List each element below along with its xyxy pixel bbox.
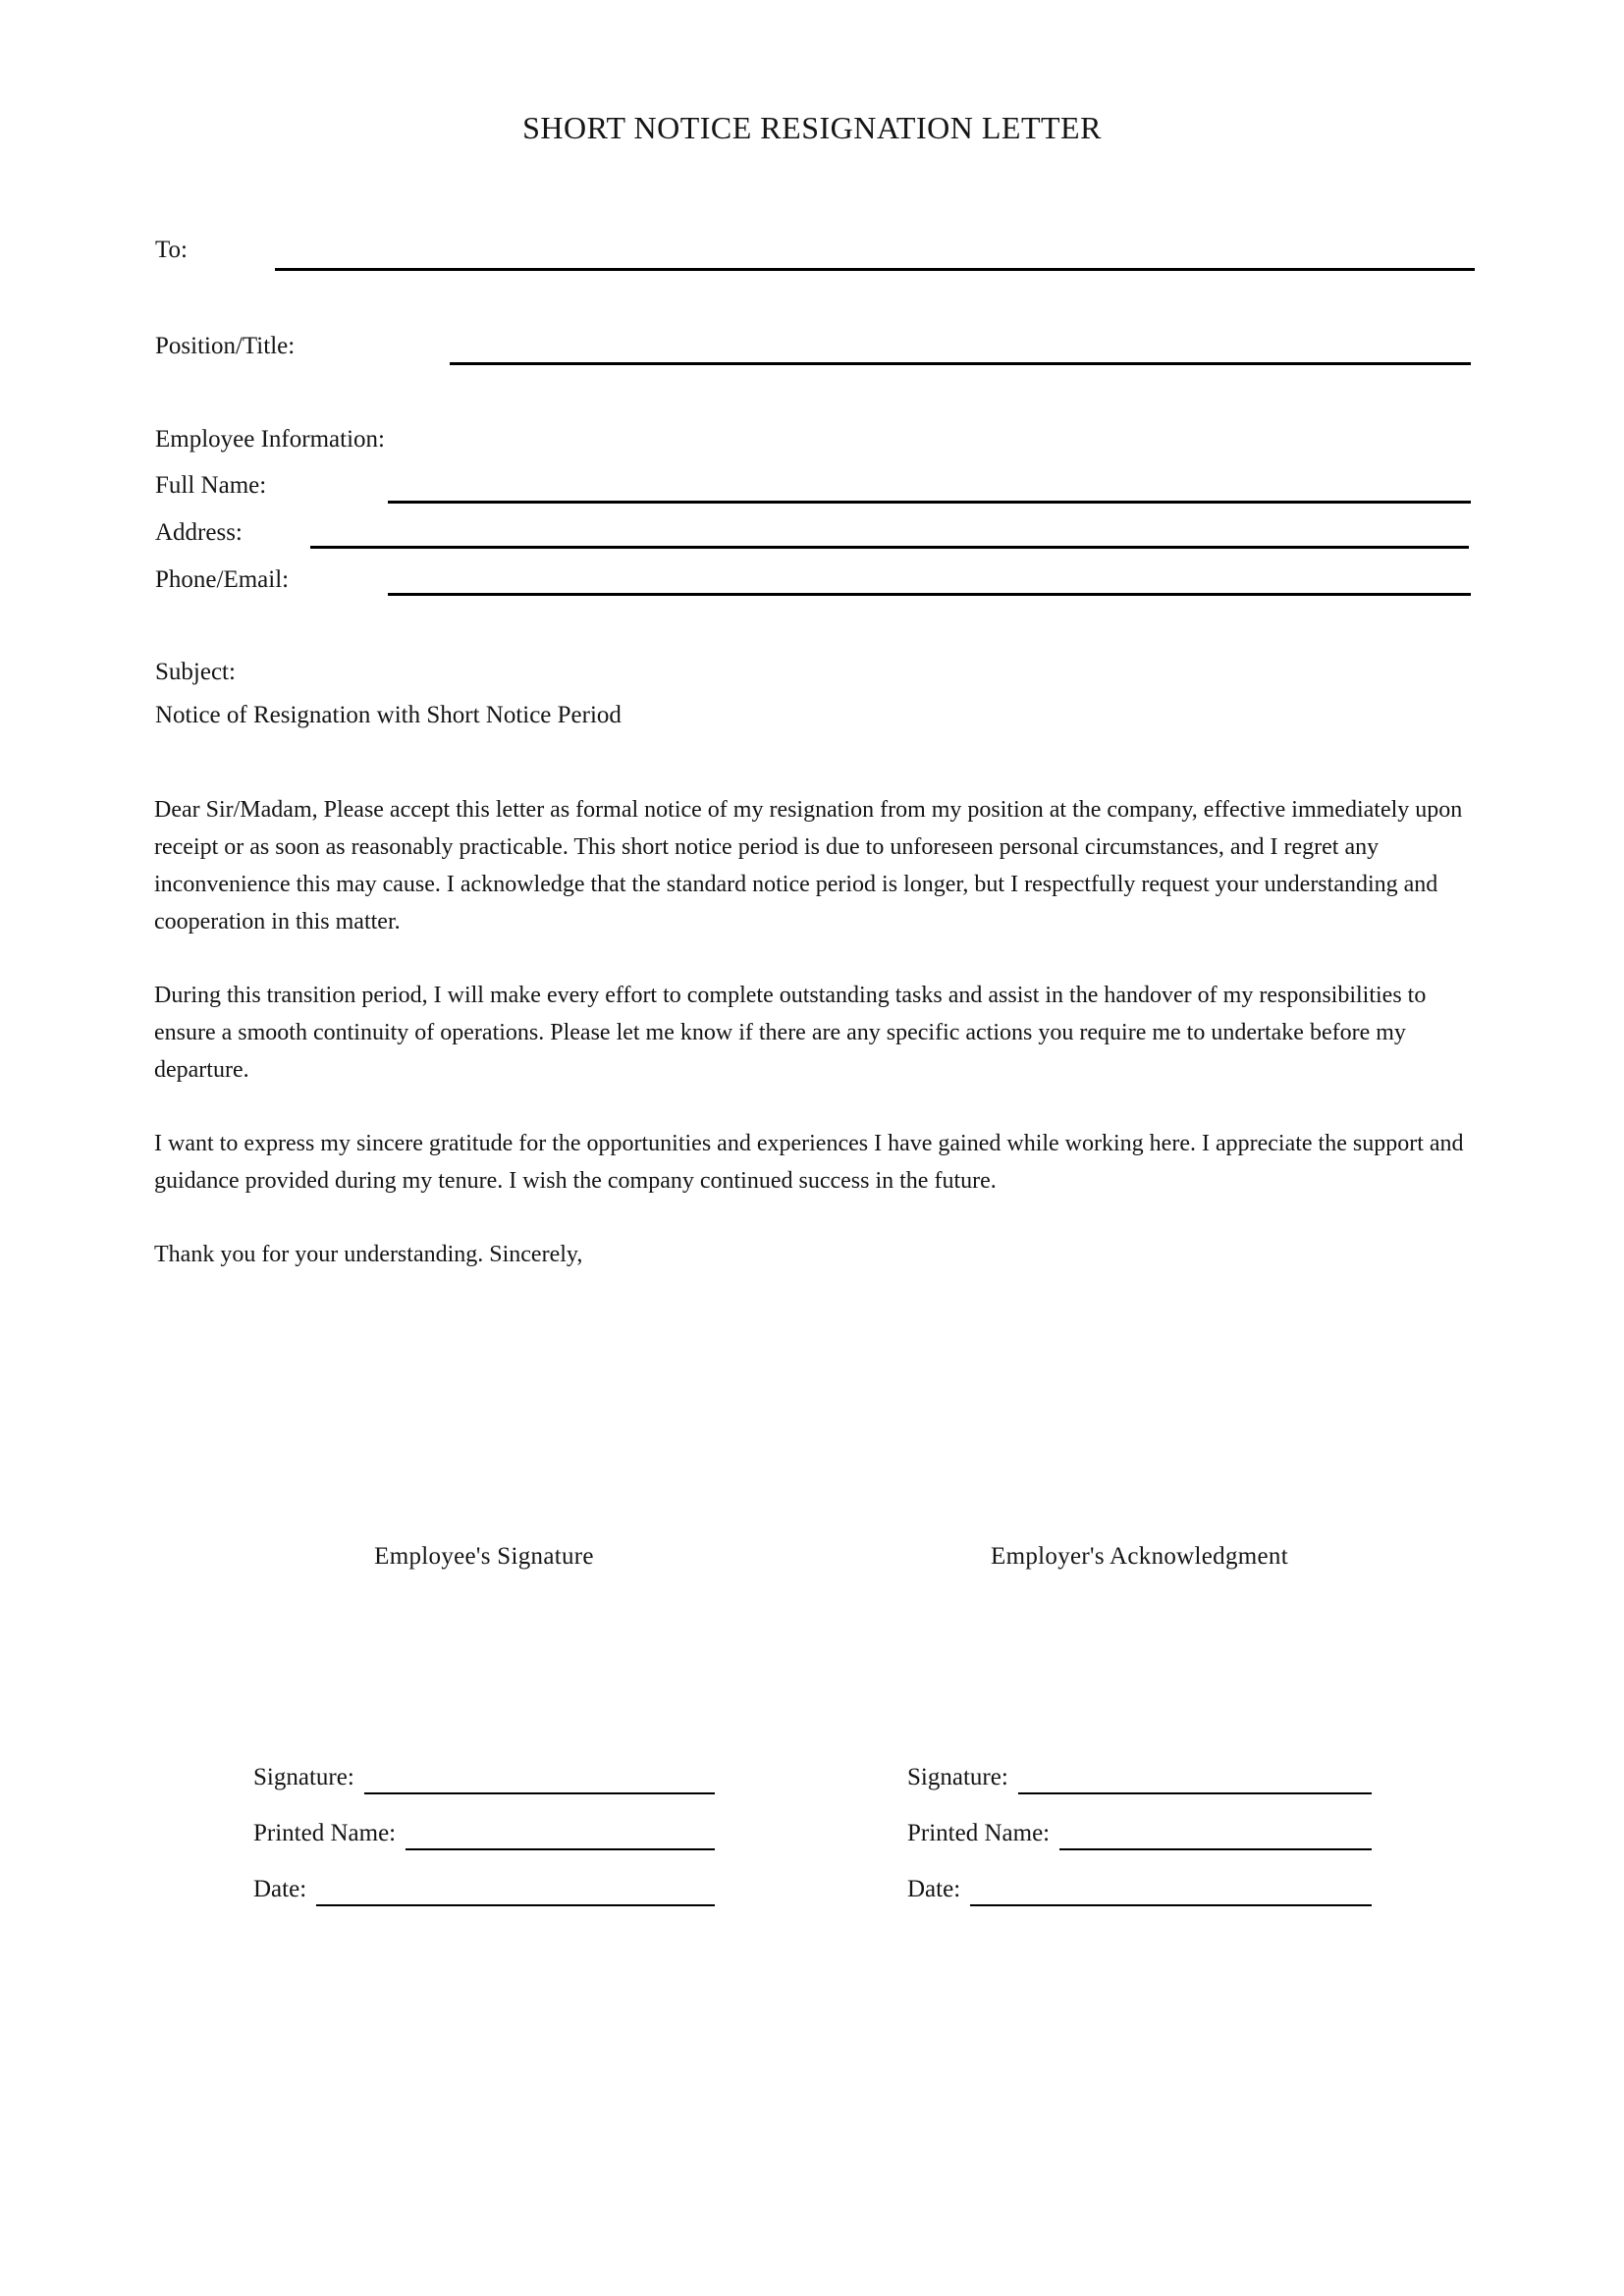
employee-information-heading: Employee Information: xyxy=(155,426,385,453)
document-title: SHORT NOTICE RESIGNATION LETTER xyxy=(522,110,1102,145)
phone-email-fill-line xyxy=(388,593,1471,596)
subject-value: Notice of Resignation with Short Notice Period xyxy=(155,702,622,728)
address-label: Address: xyxy=(155,519,243,546)
address-fill-line xyxy=(310,546,1469,549)
phone-email-label: Phone/Email: xyxy=(155,566,290,593)
letter-body xyxy=(154,791,1482,1309)
body-paragraph: During this transition period, I will make every effort to complete outstanding tasks and assist in the handover of my responsibilities to ensure a smooth continuity of operations. Please let me know if there are any specific actions you require me to undertake before my departure. xyxy=(154,983,1427,1083)
printed-name-fill-line xyxy=(406,1817,715,1850)
subject-label: Subject: xyxy=(155,659,236,685)
employer-acknowledgment-heading: Employer's Acknowledgment xyxy=(991,1543,1288,1570)
printed-name-label: Printed Name: xyxy=(253,1820,397,1846)
body-paragraph: I want to express my sincere gratitude for the opportunities and experiences I have gained while working here. I appreciate the support and guidance provided during my tenure. I wish the company continued success in the future. xyxy=(154,1131,1464,1194)
employer-acknowledgment-block xyxy=(907,1761,1372,1929)
position-title-fill-line xyxy=(450,362,1471,365)
employee-signature-row xyxy=(253,1761,715,1794)
employee-printed-name-row xyxy=(253,1817,715,1850)
employee-signature-block xyxy=(253,1761,715,1929)
position-title-label: Position/Title: xyxy=(155,333,296,359)
body-paragraph: Dear Sir/Madam, Please accept this letter as formal notice of my resignation from my position at the company, effective immediately upon receipt or as soon as reasonably practicable. This short notice period is due to unforeseen personal circumstances, and I regret any inconvenience this may cause. I acknowledge that the standard notice period is longer, but I respectfully request your understanding and cooperation in this matter. xyxy=(154,797,1463,934)
employee-signature-heading: Employee's Signature xyxy=(374,1543,594,1570)
body-paragraph: Thank you for your understanding. Sincerely, xyxy=(154,1242,583,1267)
printed-name-fill-line xyxy=(1059,1817,1372,1850)
to-label: To: xyxy=(155,237,188,263)
date-fill-line xyxy=(970,1873,1372,1906)
employer-signature-row xyxy=(907,1761,1372,1794)
date-label: Date: xyxy=(907,1876,961,1902)
signature-label: Signature: xyxy=(907,1764,1008,1790)
full-name-label: Full Name: xyxy=(155,472,267,499)
date-fill-line xyxy=(316,1873,715,1906)
employer-date-row xyxy=(907,1873,1372,1906)
employer-printed-name-row xyxy=(907,1817,1372,1850)
signature-label: Signature: xyxy=(253,1764,354,1790)
signature-fill-line xyxy=(1018,1761,1372,1794)
printed-name-label: Printed Name: xyxy=(907,1820,1051,1846)
to-fill-line xyxy=(275,268,1475,271)
date-label: Date: xyxy=(253,1876,307,1902)
full-name-fill-line xyxy=(388,501,1471,504)
signature-fill-line xyxy=(364,1761,715,1794)
employee-date-row xyxy=(253,1873,715,1906)
